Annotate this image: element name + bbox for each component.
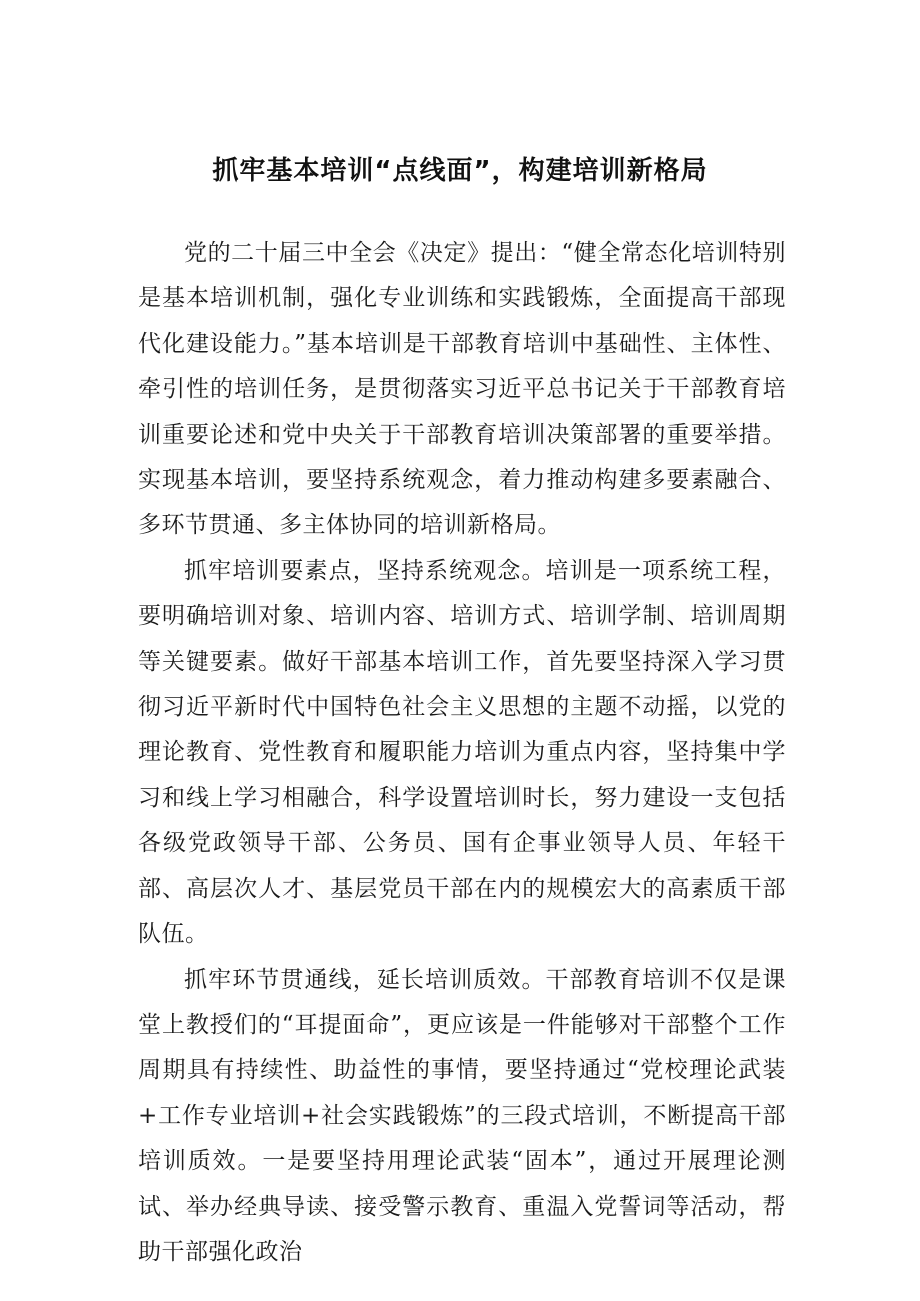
document-title: 抓牢基本培训“点线面”，构建培训新格局	[212, 156, 708, 186]
paragraph-2: 抓牢培训要素点，坚持系统观念。培训是一项系统工程，要明确培训对象、培训内容、培训方式、培训学制、培训周期等关键要素。做好干部基本培训工作，首先要坚持深入学习贯彻习近平新时代中国特色社会主义思想的主题不动摇，以党的理论教育、党性教育和履职能力培训为重点内容，坚持集中学习和线上学习相融合，科学设置培训时长，努力建设一支包括各级党政领导干部、公务员、国有企事业领导人员、年轻干部、高层次人才、基层党员干部在内的规模宏大的高素质干部队伍。	[138, 557, 786, 948]
paragraph-1: 党的二十届三中全会《决定》提出：“健全常态化培训特别是基本培训机制，强化专业训练和实践锻炼，全面提高干部现代化建设能力。”基本培训是干部教育培训中基础性、主体性、牵引性的培训任务，是贯彻落实习近平总书记关于干部教育培训重要论述和党中央关于干部教育培训决策部署的重要举措。实现基本培训，要坚持系统观念，着力推动构建多要素融合、多环节贯通、多主体协同的培训新格局。	[138, 240, 786, 539]
paragraph-3: 抓牢环节贯通线，延长培训质效。干部教育培训不仅是课堂上教授们的“耳提面命”，更应该是一件能够对干部整个工作周期具有持续性、助益性的事情，要坚持通过“党校理论武装+工作专业培训+社会实践锻炼”的三段式培训，不断提高干部培训质效。一是要坚持用理论武装“固本”，通过开展理论测试、举办经典导读、接受警示教育、重温入党誓词等活动，帮助干部强化政治	[138, 966, 786, 1265]
document-body	[138, 231, 786, 1275]
